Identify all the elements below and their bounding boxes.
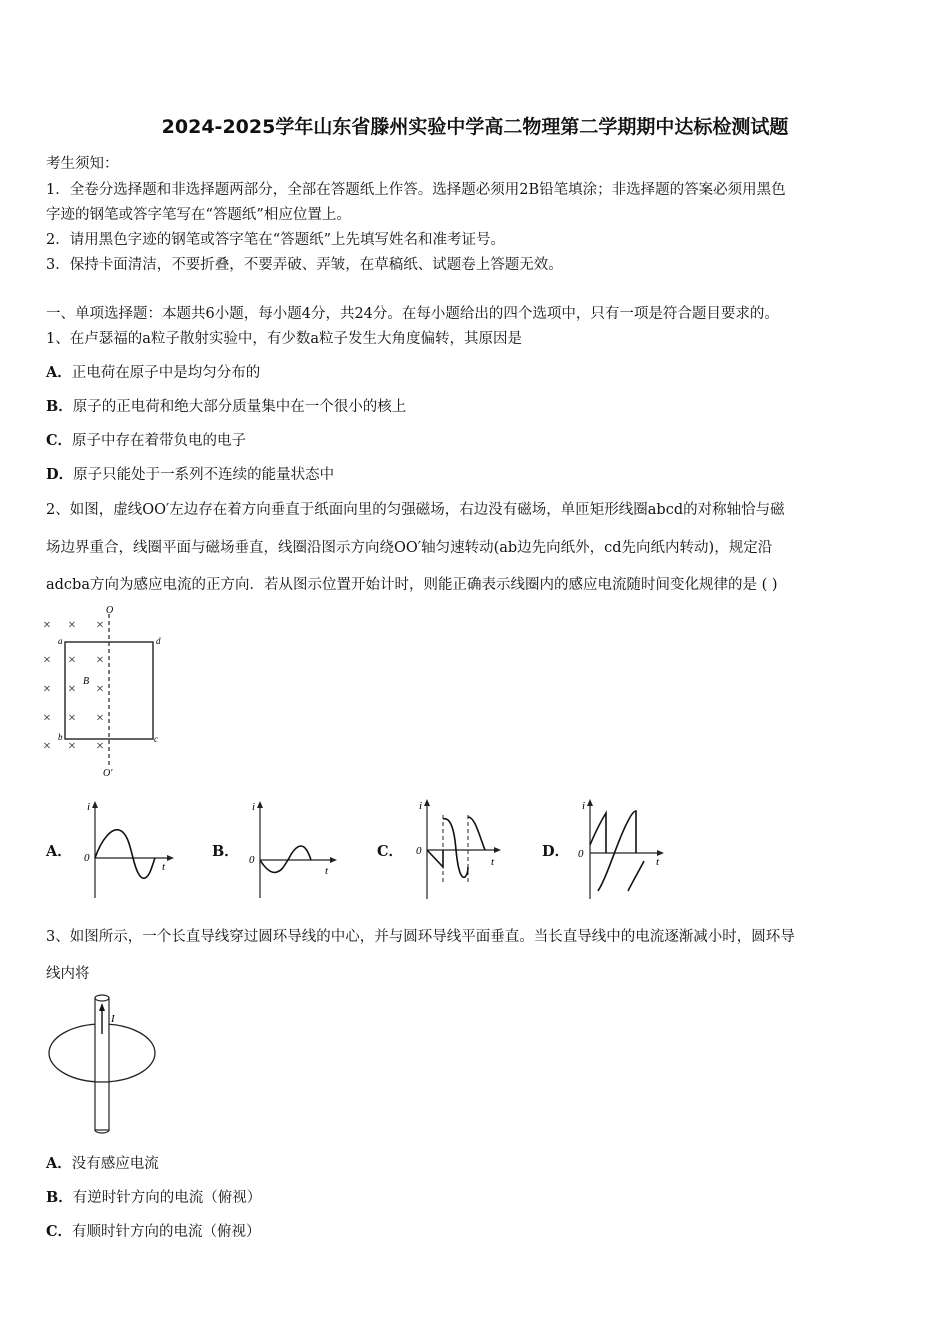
option-label: B．: [46, 1189, 73, 1206]
q2-option-d-label: D．: [542, 843, 570, 860]
q1-option-a: [46, 361, 260, 382]
q2-line1: 2、如图，虚线OO′左边存在着方向垂直于纸面向里的匀强磁场，右边没有磁场，单匝矩形线圈abcd的对称轴恰与磁: [46, 502, 785, 518]
svg-text:×: ×: [96, 618, 104, 633]
wire-ring-figure: [44, 990, 164, 1140]
q2-line2: 场边界重合，线圈平面与磁场垂直，线圈沿图示方向绕OO′轴匀速转动(ab边先向纸外，cd先向纸内转动)，规定沿: [46, 540, 773, 556]
corner-label-c: c: [154, 734, 158, 744]
option-text: 有顺时针方向的电流（俯视）: [72, 1224, 261, 1240]
svg-text:×: ×: [96, 711, 104, 726]
option-label: A．: [46, 1155, 72, 1172]
option-label: A．: [46, 364, 72, 381]
notice-item: 1．全卷分选择题和非选择题两部分，全部在答题纸上作答。选择题必须用2B铅笔填涂；非选择题的答案必须用黑色: [46, 182, 786, 198]
q2-option-b-label: B．: [212, 843, 239, 860]
svg-text:×: ×: [43, 682, 51, 697]
page-title: 2024-2025学年山东省滕州实验中学高二物理第二学期期中达标检测试题: [161, 116, 789, 138]
svg-text:0: 0: [249, 854, 255, 866]
svg-text:t: t: [325, 865, 329, 877]
notice-item: 2．请用黑色字迹的钢笔或答字笔在“答题纸”上先填写姓名和准考证号。: [46, 232, 506, 248]
notice-heading: 考生须知：: [46, 156, 119, 172]
option-text: 有逆时针方向的电流（俯视）: [72, 1190, 262, 1206]
option-text: 原子的正电荷和绝大部分质量集中在一个很小的核上: [72, 399, 407, 415]
option-text: 原子只能处于一系列不连续的能量状态中: [73, 467, 335, 483]
svg-text:t: t: [491, 856, 495, 868]
coil-magnetic-field-figure: [40, 604, 170, 780]
corner-label-b: b: [58, 732, 63, 742]
svg-text:t: t: [162, 861, 166, 873]
q2-option-a-label: A．: [46, 843, 72, 860]
q3-option-b: [46, 1186, 261, 1207]
q1-option-b: [46, 395, 406, 416]
svg-text:×: ×: [96, 653, 104, 668]
svg-text:×: ×: [68, 739, 76, 754]
q3-line1: 3、如图所示，一个长直导线穿过圆环导线的中心，并与圆环导线平面垂直。当长直导线中的电流逐渐减小时，圆环导: [46, 929, 795, 945]
corner-label-a: a: [58, 636, 63, 646]
current-label: I: [111, 1013, 115, 1025]
axis-label-o-prime: O′: [103, 768, 113, 779]
svg-text:0: 0: [416, 845, 422, 857]
q1-option-c: [46, 429, 246, 450]
option-label: D．: [46, 466, 74, 483]
svg-text:×: ×: [43, 711, 51, 726]
option-label: C．: [46, 1223, 73, 1240]
svg-text:i: i: [582, 800, 586, 812]
corner-label-d: d: [156, 636, 161, 646]
svg-text:×: ×: [68, 618, 76, 633]
q2-graph-a: [78, 798, 178, 902]
q2-graph-c: [405, 795, 505, 905]
option-text: 原子中存在着带负电的电子: [72, 433, 247, 449]
q2-graph-d: [568, 795, 668, 905]
svg-text:×: ×: [68, 653, 76, 668]
notice-item: 3．保持卡面清洁，不要折叠，不要弄破、弄皱，在草稿纸、试题卷上答题无效。: [46, 257, 563, 273]
q2-graph-b: [243, 798, 343, 902]
svg-text:×: ×: [43, 618, 51, 633]
q1-option-d: [46, 463, 334, 484]
q1-stem: 1、在卢瑟福的a粒子散射实验中，有少数a粒子发生大角度偏转，其原因是: [46, 331, 523, 347]
svg-text:×: ×: [43, 653, 51, 668]
svg-text:i: i: [252, 801, 256, 813]
option-label: C．: [46, 432, 73, 449]
svg-text:×: ×: [68, 711, 76, 726]
q3-line2: 线内将: [46, 966, 90, 982]
svg-text:0: 0: [578, 848, 584, 860]
field-label-b: B: [83, 676, 90, 687]
svg-text:×: ×: [68, 682, 76, 697]
q2-option-c-label: C．: [377, 843, 404, 860]
option-text: 没有感应电流: [71, 1156, 159, 1172]
option-text: 正电荷在原子中是均匀分布的: [71, 365, 261, 381]
svg-text:i: i: [87, 801, 91, 813]
svg-text:t: t: [656, 856, 660, 868]
q2-line3: adcba方向为感应电流的正方向．若从图示位置开始计时，则能正确表示线圈内的感应电流随时间变化规律的是 ( ): [46, 577, 778, 593]
svg-text:×: ×: [96, 739, 104, 754]
svg-text:×: ×: [43, 739, 51, 754]
q3-option-c: [46, 1220, 261, 1241]
option-label: B．: [46, 398, 73, 415]
svg-text:×: ×: [96, 682, 104, 697]
section-heading: 一、单项选择题：本题共6小题，每小题4分，共24分。在每小题给出的四个选项中，只有一项是符合题目要求的。: [46, 306, 779, 322]
q3-option-a: [46, 1152, 159, 1173]
axis-label-o: O: [106, 605, 114, 616]
notice-item: 字迹的钢笔或答字笔写在“答题纸”相应位置上。: [46, 207, 351, 223]
svg-text:i: i: [419, 800, 423, 812]
svg-text:0: 0: [84, 852, 90, 864]
field-cross-marks: [43, 618, 104, 754]
